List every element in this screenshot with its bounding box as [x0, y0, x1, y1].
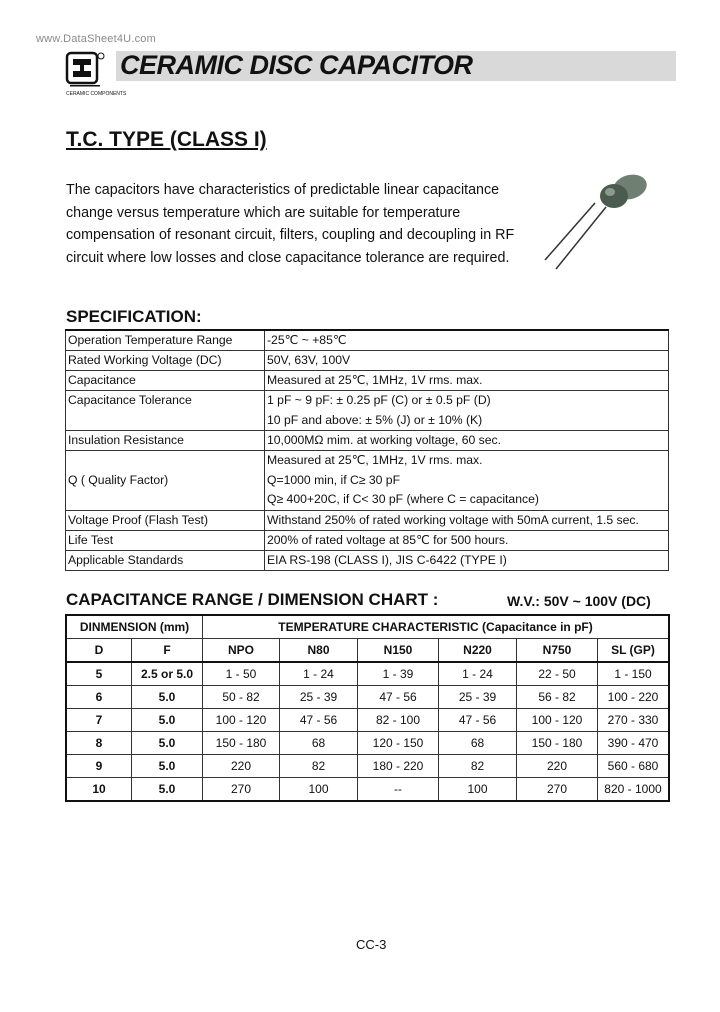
- spec-value: 200% of rated voltage at 85℃ for 500 hours.: [265, 530, 669, 550]
- column-header: N80: [280, 639, 358, 663]
- cell: 82: [280, 755, 358, 778]
- table-row: [66, 351, 669, 371]
- spec-label: Insulation Resistance: [66, 431, 265, 451]
- spec-label: Applicable Standards: [66, 550, 265, 570]
- cell: 1 - 24: [280, 662, 358, 686]
- spec-value: [265, 391, 669, 431]
- cell: 5.0: [132, 686, 203, 709]
- cell: 100: [280, 778, 358, 802]
- cell: 82 - 100: [358, 709, 439, 732]
- table-row: [66, 371, 669, 391]
- cell: 120 - 150: [358, 732, 439, 755]
- intro-line: compensation of resonant circuit, filters, coupling and decoupling in RF: [66, 227, 515, 243]
- cell: 47 - 56: [280, 709, 358, 732]
- cell: 150 - 180: [517, 732, 598, 755]
- cell: 150 - 180: [203, 732, 280, 755]
- column-header: SL (GP): [598, 639, 670, 663]
- column-header: D: [66, 639, 132, 663]
- cell: 270: [517, 778, 598, 802]
- column-header: N750: [517, 639, 598, 663]
- table-header-row: [66, 639, 669, 663]
- intro-line: The capacitors have characteristics of predictable linear capacitance: [66, 182, 500, 198]
- cell: 180 - 220: [358, 755, 439, 778]
- cell: 25 - 39: [280, 686, 358, 709]
- cell: 47 - 56: [439, 709, 517, 732]
- table-row: [66, 755, 669, 778]
- spec-value-line: 1 pF ~ 9 pF: ± 0.25 pF (C) or ± 0.5 pF (D): [267, 393, 491, 407]
- cell: --: [358, 778, 439, 802]
- table-row: [66, 391, 669, 431]
- table-row: [66, 530, 669, 550]
- spec-value: Withstand 250% of rated working voltage with 50mA current, 1.5 sec.: [265, 510, 669, 530]
- cell: 100: [439, 778, 517, 802]
- company-logo: [66, 52, 127, 98]
- cell: 1 - 24: [439, 662, 517, 686]
- spec-label: Operation Temperature Range: [66, 330, 265, 351]
- cell: 68: [280, 732, 358, 755]
- cell: 820 - 1000: [598, 778, 670, 802]
- spec-value-line: Q=1000 min, if C≥ 30 pF: [267, 472, 401, 487]
- cell: 10: [66, 778, 132, 802]
- logo-brand-text: CERAMIC COMPONENTS: [66, 91, 127, 97]
- cell: 7: [66, 709, 132, 732]
- table-row: [66, 732, 669, 755]
- spec-label: Q ( Quality Factor): [66, 451, 265, 511]
- dimension-group-header: DINMENSION (mm): [66, 615, 203, 639]
- cell: 1 - 39: [358, 662, 439, 686]
- spec-value: -25℃ ~ +85℃: [265, 330, 669, 351]
- column-header: F: [132, 639, 203, 663]
- cell: 390 - 470: [598, 732, 670, 755]
- spec-label: [66, 391, 265, 431]
- cell: 6: [66, 686, 132, 709]
- intro-paragraph: [66, 179, 536, 269]
- table-row: [66, 550, 669, 570]
- cell: 8: [66, 732, 132, 755]
- working-voltage-label: W.V.: 50V ~ 100V (DC): [507, 593, 651, 609]
- intro-line: change versus temperature which are suitable for temperature: [66, 204, 461, 221]
- cell: 560 - 680: [598, 755, 670, 778]
- cell: 22 - 50: [517, 662, 598, 686]
- cell: 100 - 120: [517, 709, 598, 732]
- column-header: N220: [439, 639, 517, 663]
- cell: 220: [517, 755, 598, 778]
- spec-label: Capacitance: [66, 371, 265, 391]
- cell: 1 - 150: [598, 662, 670, 686]
- table-row: [66, 431, 669, 451]
- page-number: CC-3: [356, 937, 387, 952]
- cell: 100 - 120: [203, 709, 280, 732]
- intro-line: circuit where low losses and close capacitance tolerance are required.: [66, 249, 510, 266]
- table-row: [66, 662, 669, 686]
- cell: 5.0: [132, 709, 203, 732]
- spec-label-text: Capacitance Tolerance: [68, 393, 192, 407]
- spec-value: 10,000MΩ mim. at working voltage, 60 sec.: [265, 431, 669, 451]
- spec-value: 50V, 63V, 100V: [265, 351, 669, 371]
- cell: 9: [66, 755, 132, 778]
- temperature-group-header: TEMPERATURE CHARACTERISTIC (Capacitance in pF): [203, 615, 670, 639]
- specification-table: [65, 329, 669, 571]
- column-header: NPO: [203, 639, 280, 663]
- spec-label: Life Test: [66, 530, 265, 550]
- cell: 5: [66, 662, 132, 686]
- table-row: [66, 330, 669, 351]
- spec-label: Rated Working Voltage (DC): [66, 351, 265, 371]
- cell: 270: [203, 778, 280, 802]
- cell: 56 - 82: [517, 686, 598, 709]
- table-header-row: [66, 615, 669, 639]
- cell: 2.5 or 5.0: [132, 662, 203, 686]
- page-title: CERAMIC DISC CAPACITOR: [120, 50, 473, 80]
- cell: 270 - 330: [598, 709, 670, 732]
- spec-value: Measured at 25℃, 1MHz, 1V rms. max.: [265, 371, 669, 391]
- spec-value-line: Measured at 25℃, 1MHz, 1V rms. max.: [267, 453, 483, 467]
- section-subtitle: T.C. TYPE (CLASS I): [66, 128, 267, 151]
- cell: 5.0: [132, 778, 203, 802]
- cell: 5.0: [132, 732, 203, 755]
- cell: 82: [439, 755, 517, 778]
- cell: 47 - 56: [358, 686, 439, 709]
- cell: 50 - 82: [203, 686, 280, 709]
- column-header: N150: [358, 639, 439, 663]
- capacitor-illustration: [540, 165, 660, 275]
- cell: 1 - 50: [203, 662, 280, 686]
- table-row: [66, 709, 669, 732]
- table-row: [66, 451, 669, 511]
- spec-value-line: 10 pF and above: ± 5% (J) or ± 10% (K): [267, 412, 483, 427]
- table-row: [66, 778, 669, 802]
- cell: 5.0: [132, 755, 203, 778]
- watermark-text: www.DataSheet4U.com: [36, 33, 156, 45]
- cell: 25 - 39: [439, 686, 517, 709]
- spec-value: [265, 451, 669, 511]
- table-row: [66, 686, 669, 709]
- spec-value-line: Q≥ 400+20C, if C< 30 pF (where C = capacitance): [267, 492, 539, 506]
- cell: 100 - 220: [598, 686, 670, 709]
- spec-value: EIA RS-198 (CLASS I), JIS C-6422 (TYPE I): [265, 550, 669, 570]
- cell: 220: [203, 755, 280, 778]
- specification-heading: SPECIFICATION:: [66, 307, 202, 326]
- capacitance-chart-heading: CAPACITANCE RANGE / DIMENSION CHART :: [66, 590, 439, 609]
- table-row: [66, 510, 669, 530]
- spec-label: Voltage Proof (Flash Test): [66, 510, 265, 530]
- cell: 68: [439, 732, 517, 755]
- capacitance-table: [65, 614, 670, 802]
